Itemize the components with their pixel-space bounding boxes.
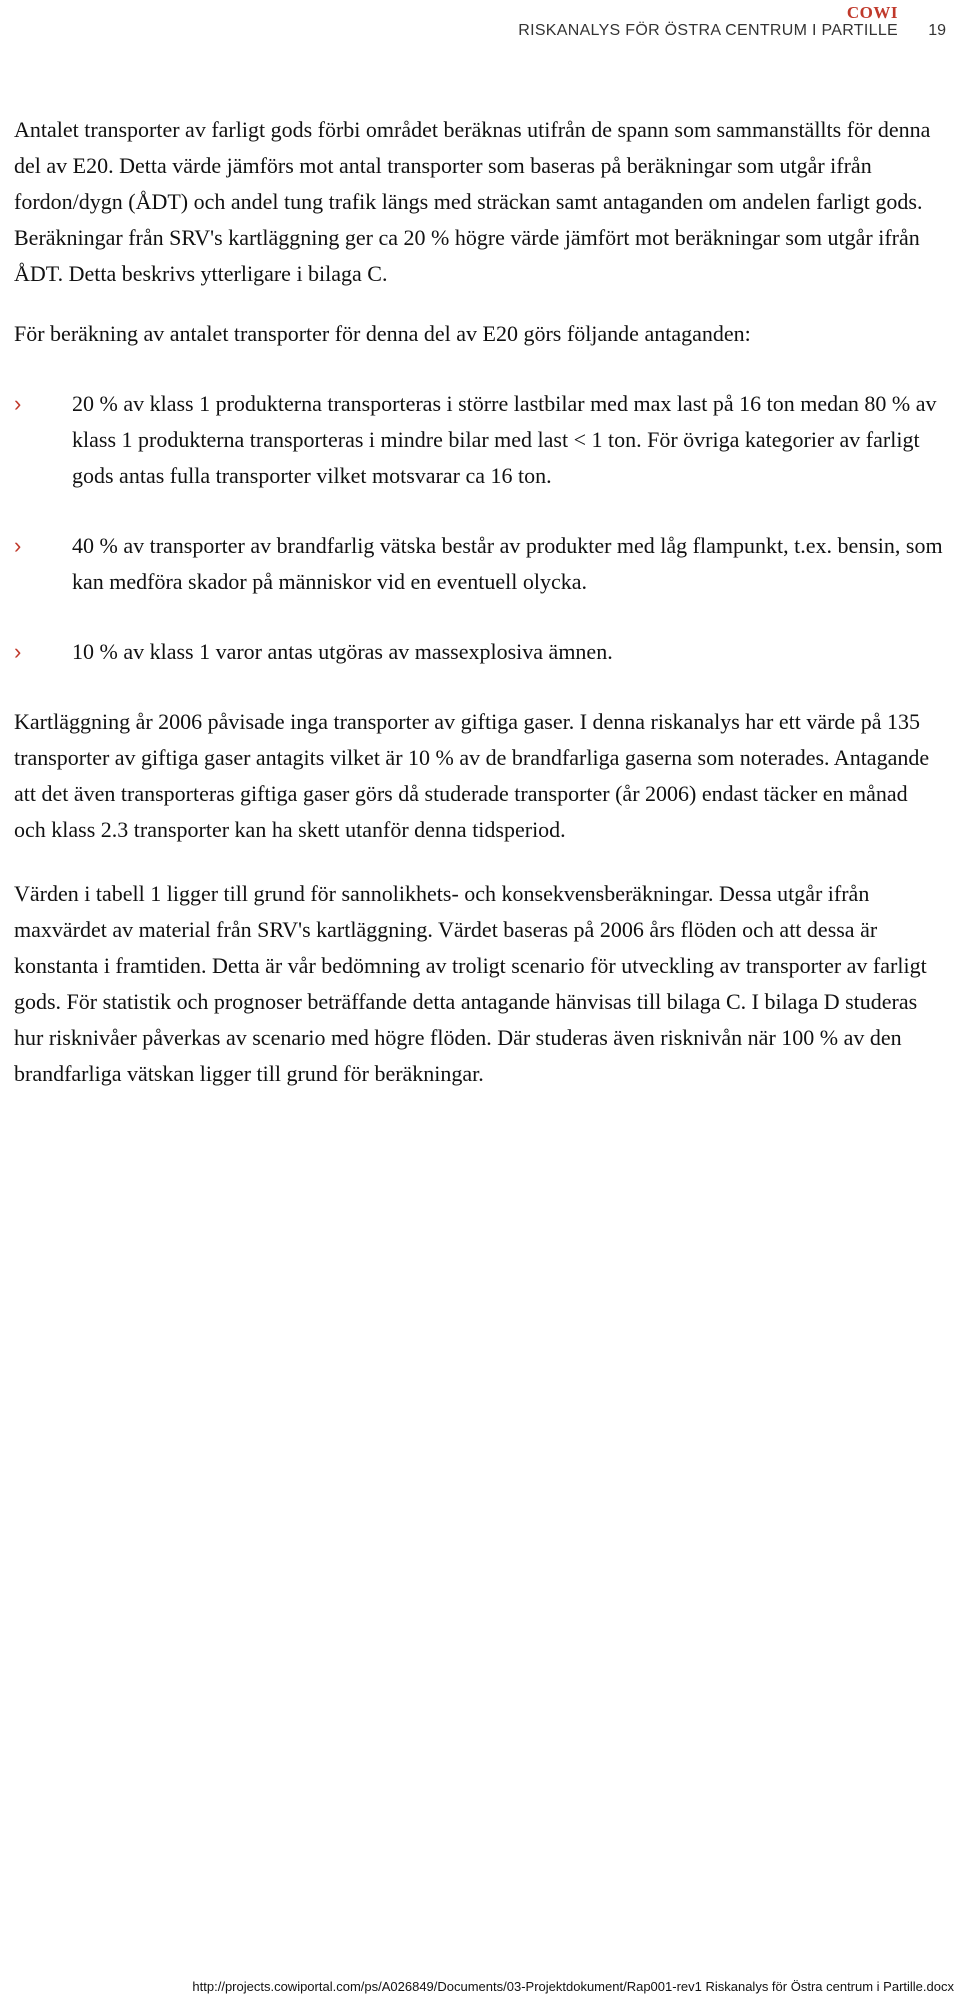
paragraph-intro: Antalet transporter av farligt gods förbi området beräknas utifrån de spann som sammanställts för denna del av E20. Detta värde jämförs mot antal transporter som baseras på beräkningar som utgår ifrån fordon/dygn (ÅDT) och andel tung trafik längs med sträckan samt antaganden om andelen farligt gods. Beräkningar från SRV's kartläggning ger ca 20 % högre värde jämfört mot beräkningar som utgår ifrån ÅDT. Detta beskrivs ytterligare i bilaga C.: [14, 117, 931, 286]
paragraph-gases: Kartläggning år 2006 påvisade inga transporter av giftiga gaser. I denna riskanalys har ett värde på 135 transporter av giftiga gaser antagits vilket är 10 % av de brandfarliga gaserna som noterades. Antagande att det även transporteras giftiga gaser görs då studerade transporter (år 2006) endast täcker en månad och klass 2.3 transporter kan ha skett utanför denna tidsperiod.: [14, 709, 930, 842]
chevron-right-icon: ›: [14, 533, 22, 558]
list-item: [14, 528, 944, 600]
chevron-right-icon: ›: [14, 639, 22, 664]
list-item: [14, 634, 944, 670]
list-item-text: 20 % av klass 1 produkterna transporteras i större lastbilar med max last på 16 ton medan 80 % av klass 1 produkterna transporteras i mindre bilar med last < 1 ton. För övriga kategorier av farligt gods antas fulla transporter vilket motsvarar ca 16 ton.: [72, 391, 937, 488]
paragraph-assumptions: För beräkning av antalet transporter för denna del av E20 görs följande antaganden:: [14, 321, 751, 346]
running-title: RISKANALYS FÖR ÖSTRA CENTRUM I PARTILLE: [518, 22, 898, 39]
paragraph-table: Värden i tabell 1 ligger till grund för sannolikhets- och konsekvensberäkningar. Dessa utgår ifrån maxvärdet av material från SRV's kartläggning. Värdet baseras på 2006 års flöden och att dessa är konstanta i framtiden. Detta är vår bedömning av troligt scenario för utveckling av transporter av farligt gods. För statistik och prognoser beträffande detta antagande hänvisas till bilaga C. I bilaga D studeras hur risknivåer påverkas av scenario med högre flöden. Där studeras även risknivån när 100 % av den brandfarliga vätskan ligger till grund för beräkningar.: [14, 881, 927, 1086]
list-item: [14, 386, 944, 494]
page-number: 19: [928, 22, 946, 39]
assumption-list: [14, 386, 944, 670]
page-header: [0, 0, 960, 60]
list-item-text: 10 % av klass 1 varor antas utgöras av massexplosiva ämnen.: [72, 639, 613, 664]
list-item-text: 40 % av transporter av brandfarlig vätska består av produkter med låg flampunkt, t.ex. bensin, som kan medföra skador på människor vid en eventuell olycka.: [72, 533, 943, 594]
chevron-right-icon: ›: [14, 391, 22, 416]
footer-document-path: http://projects.cowiportal.com/ps/A026849/Documents/03-Projektdokument/Rap001-rev1 Riskanalys för Östra centrum i Partille.docx: [192, 1979, 954, 1994]
document-body: [14, 112, 944, 1092]
cowi-logo: COWI: [846, 3, 898, 22]
